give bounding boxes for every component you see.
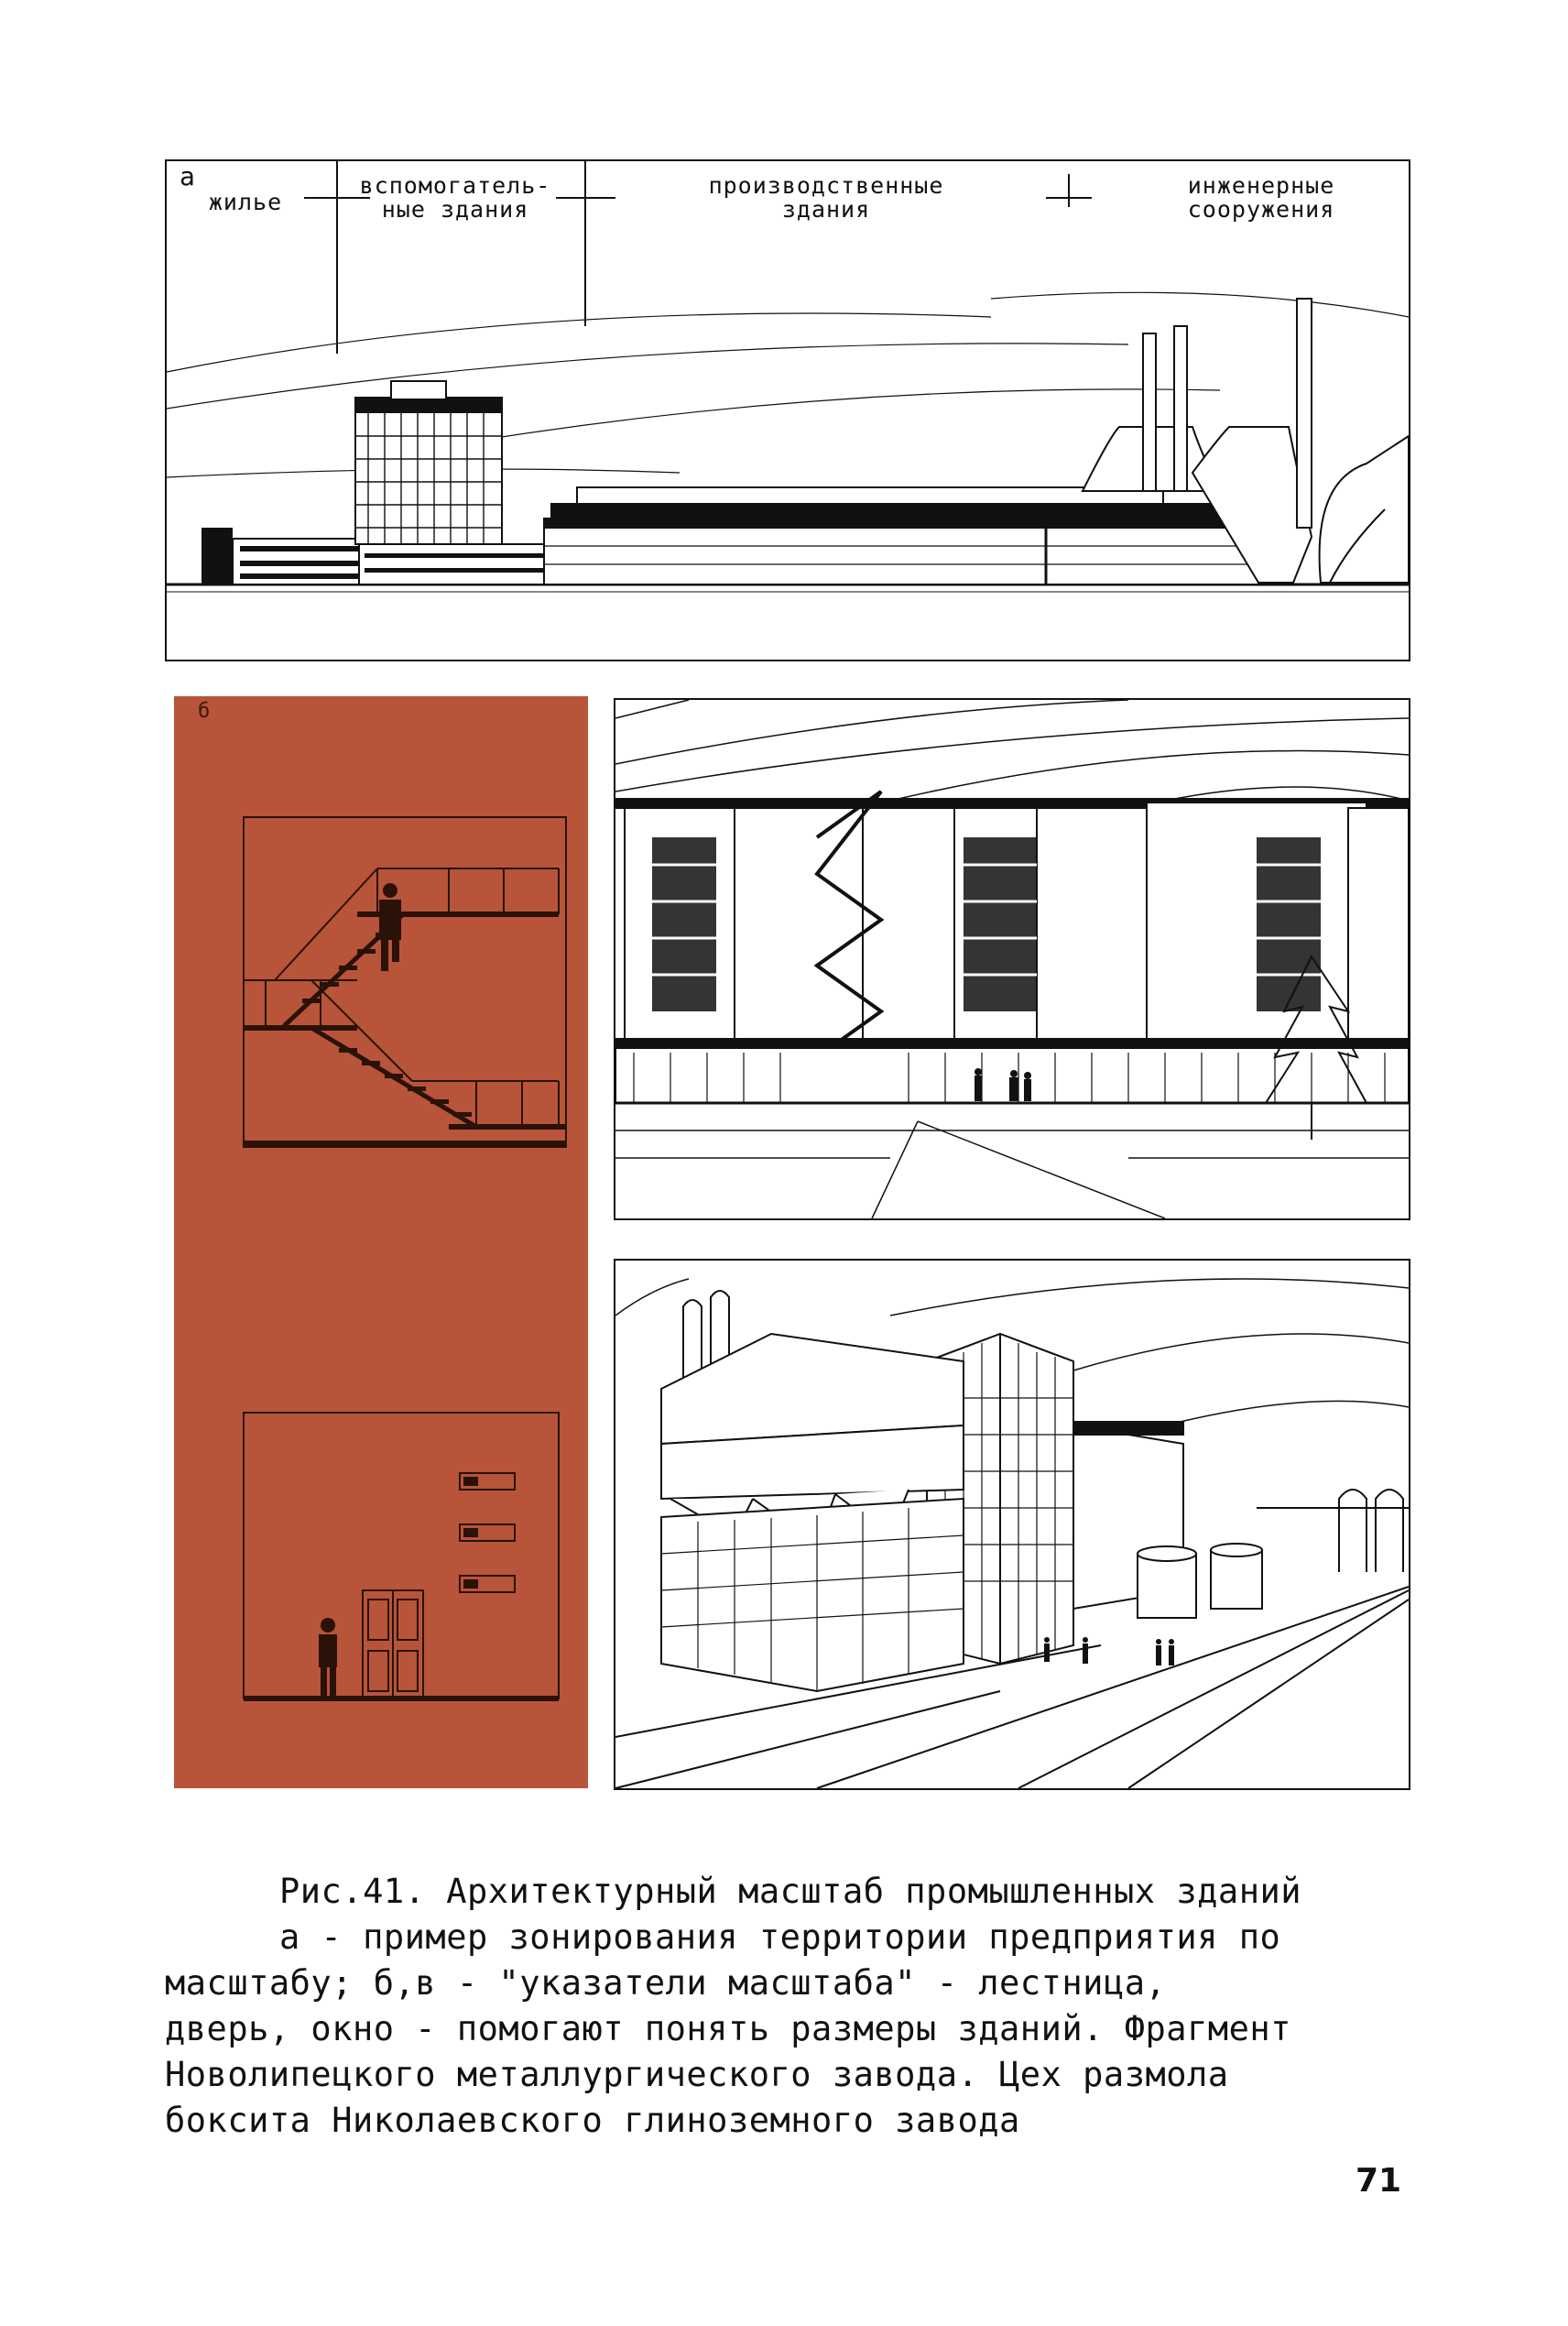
caption-line-1: Рис.41. Архитектурный масштаб промышленных зданий [279,1872,1302,1911]
figure-caption [165,1869,1420,2144]
caption-line-2: а - пример зонирования территории предприятия по [279,1917,1281,1957]
zoning-elevation-drawing [167,161,1409,660]
zone-label-production: производственные здания [708,172,944,223]
figure-b-letter: б [198,700,211,723]
staircase-drawing [174,696,588,1242]
zone-label-auxiliary: вспомогатель- ные здания [359,172,551,223]
zone-label-housing: жилье [208,189,283,215]
page-number: 71 [1356,2162,1402,2200]
zone-label-engineering: инженерные сооружения [1187,172,1335,223]
figure-a-zoning-elevation [165,159,1410,661]
figure-b-staircase-panel [174,696,588,1242]
figure-b-perspective-steelworks [614,698,1410,1220]
figure-a-letter: а [180,161,196,191]
grinding-shop-perspective-drawing [615,1261,1409,1788]
door-window-drawing [174,1242,588,1788]
figure-c-perspective-grinding-shop [614,1259,1410,1790]
figure-c-door-panel [174,1242,588,1788]
caption-line-4: дверь, окно - помогают понять размеры зданий. Фрагмент [165,2009,1291,2048]
caption-line-6: боксита Николаевского глиноземного завода [165,2101,1020,2140]
steelworks-perspective-drawing [615,700,1409,1218]
caption-line-5: Новолипецкого металлургического завода. Цех размола [165,2055,1229,2094]
caption-line-3: масштабу; б,в - "указатели масштаба" - лестница, [165,1963,1167,2003]
